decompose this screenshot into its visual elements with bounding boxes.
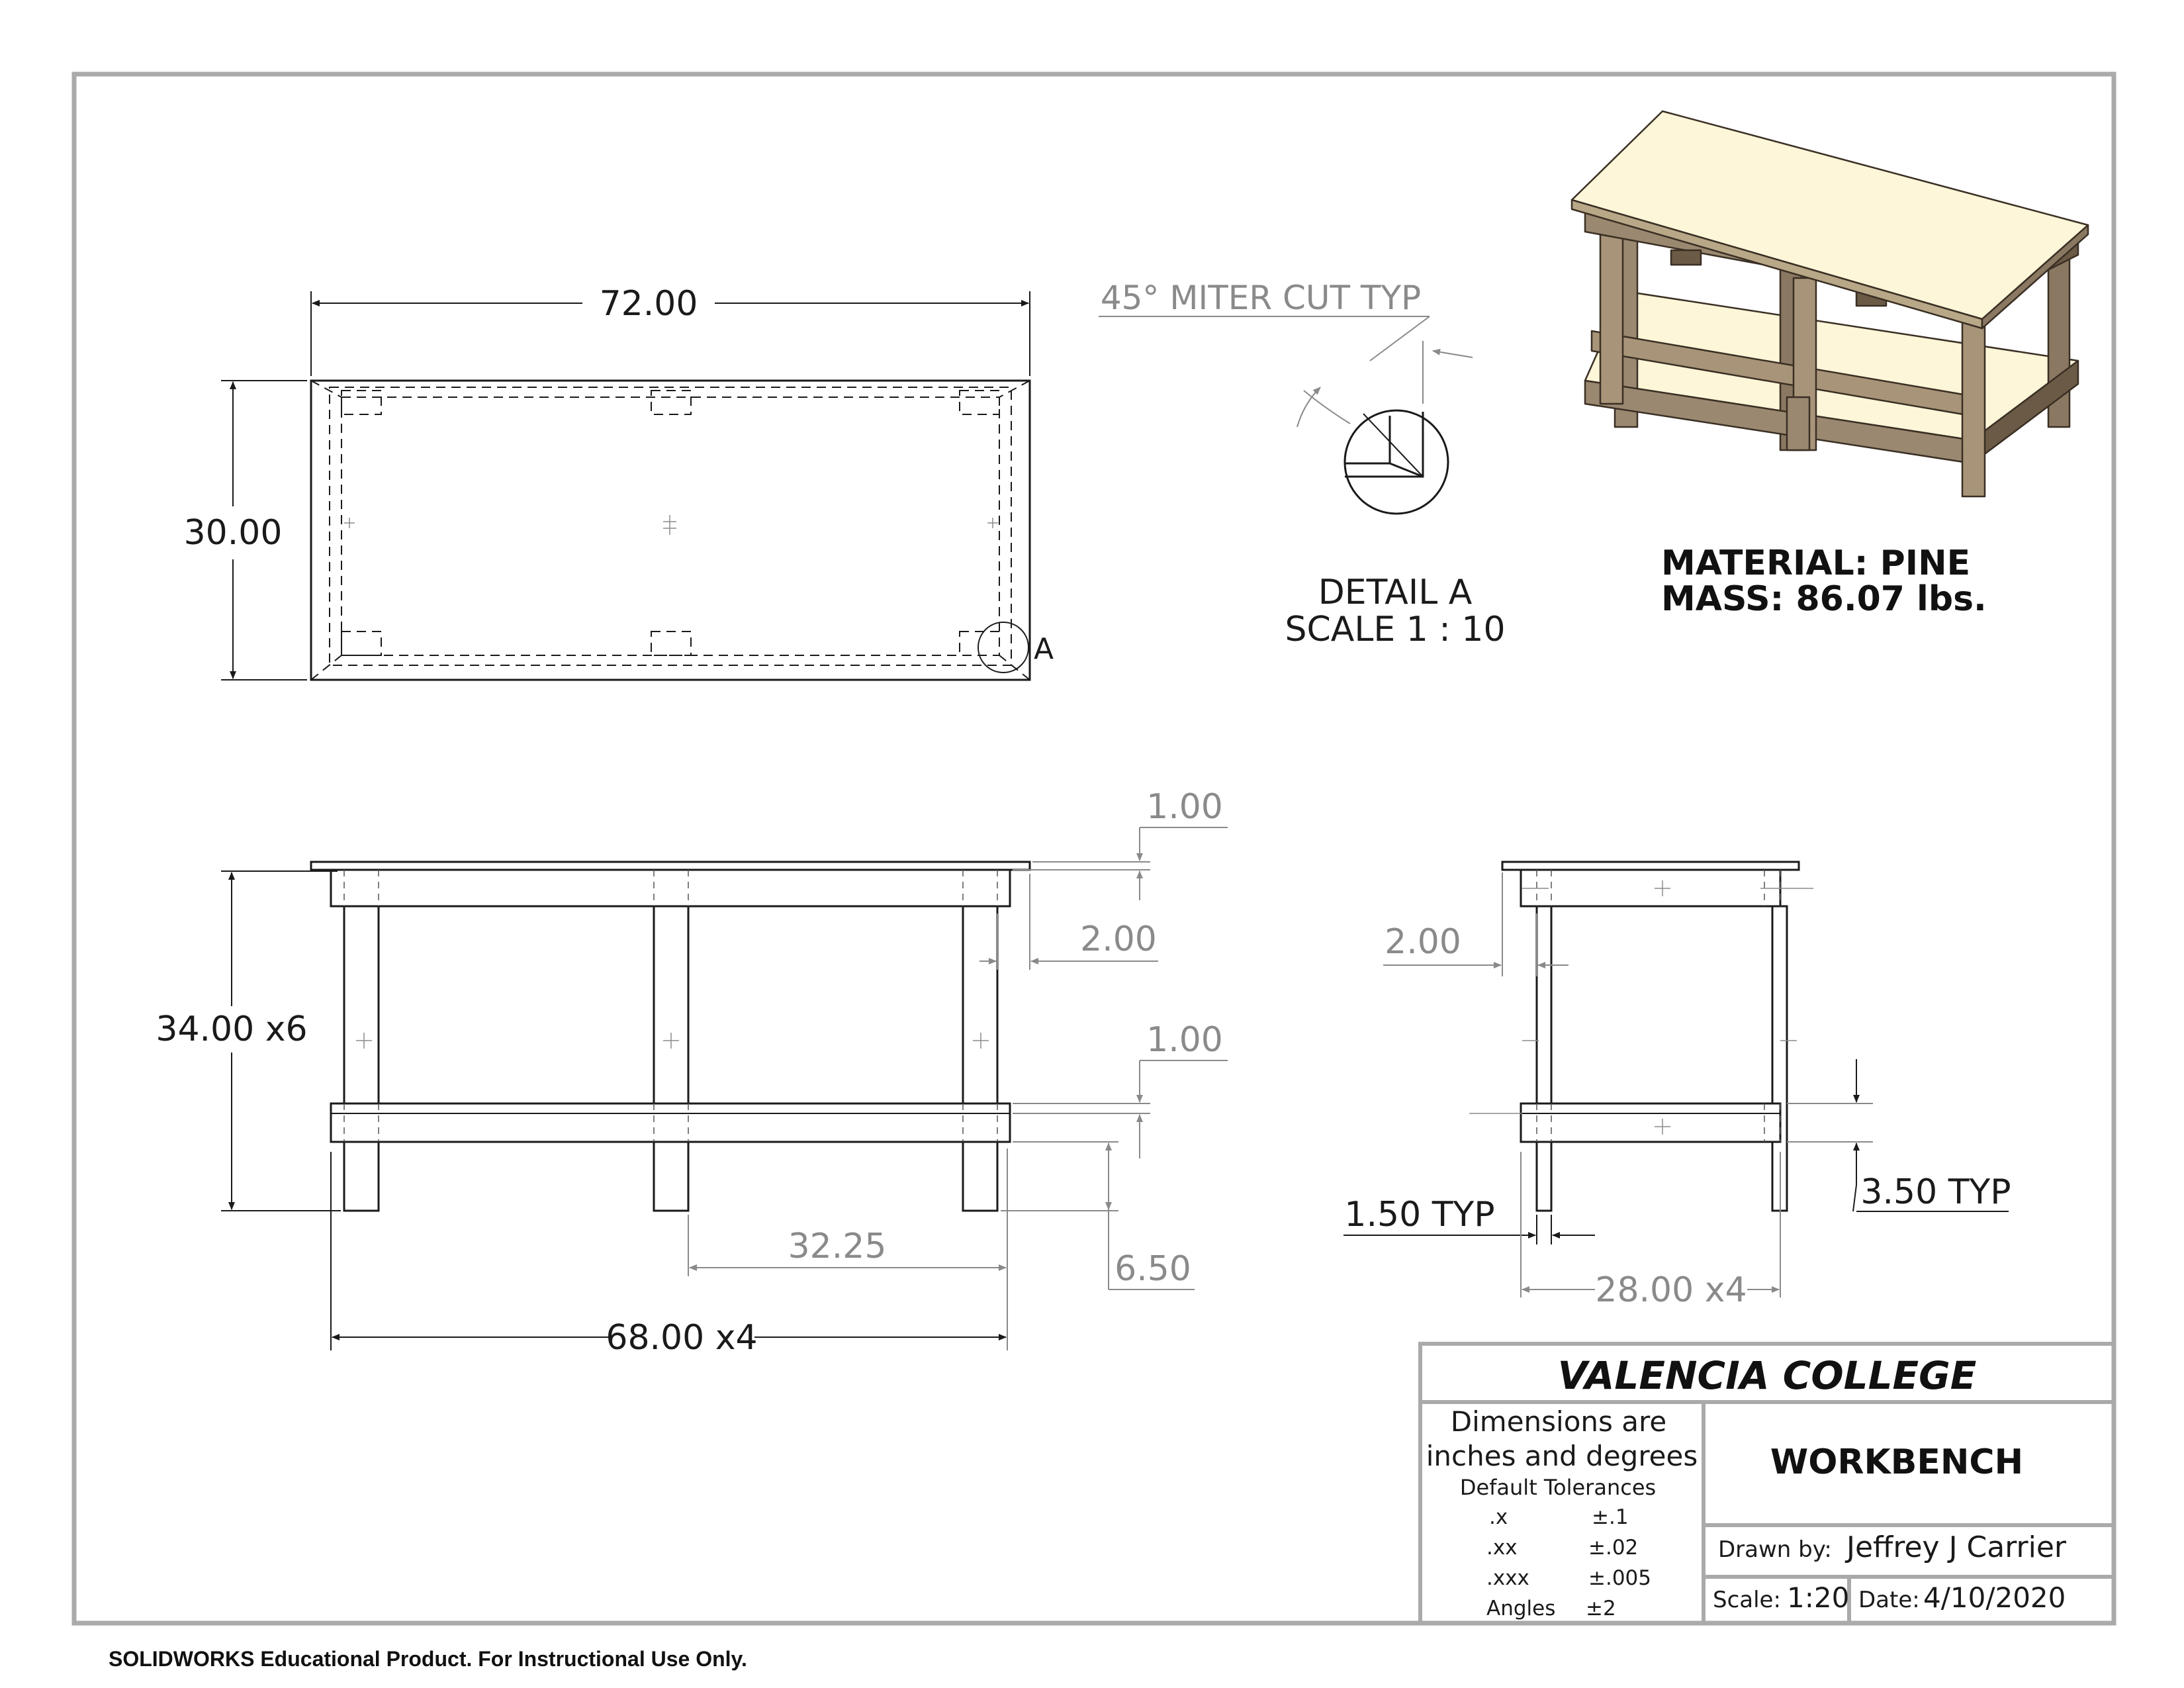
front-shelf-rail	[331, 1103, 1010, 1142]
tolerance-label: .x	[1489, 1505, 1508, 1529]
part-name: WORKBENCH	[1770, 1442, 2024, 1482]
tolerance-table	[1486, 1505, 1651, 1620]
front-leg-spacing-value: 32.25	[788, 1227, 887, 1266]
side-top-rail	[1521, 870, 1780, 906]
tolerance-value: ±2	[1586, 1597, 1616, 1620]
front-view	[311, 862, 1030, 1211]
front-leg-middle	[654, 906, 688, 1211]
drawn-by-name: Jeffrey J Carrier	[1846, 1530, 2067, 1564]
side-shelf-rail	[1521, 1103, 1780, 1142]
detail-a-view	[1099, 316, 1473, 514]
miter-cut-note: 45° MITER CUT TYP	[1100, 279, 1422, 317]
drawn-by-label: Drawn by:	[1718, 1536, 1832, 1563]
units-line-1: Dimensions are	[1450, 1405, 1667, 1438]
top-width-value: 72.00	[599, 284, 698, 324]
tolerances-title: Default Tolerances	[1459, 1475, 1657, 1500]
front-top-thickness-value: 1.00	[1146, 787, 1223, 827]
front-leg-right	[963, 906, 997, 1211]
tolerance-value: ±.02	[1588, 1536, 1639, 1560]
top-view	[311, 381, 1030, 680]
front-height-value: 34.00 x6	[156, 1009, 308, 1049]
scale-value: 1:20	[1787, 1581, 1850, 1614]
detail-a-callout-label: A	[1034, 632, 1054, 666]
isometric-workbench-view	[1572, 111, 2088, 496]
side-width-value: 28.00 x4	[1595, 1270, 1747, 1310]
mass-label: MASS: 86.07 lbs.	[1661, 579, 1987, 619]
top-view-outline	[311, 381, 1030, 680]
front-length-value: 68.00 x4	[606, 1318, 758, 1358]
side-top-board	[1502, 862, 1799, 870]
educational-footer: SOLIDWORKS Educational Product. For Instructional Use Only.	[109, 1647, 747, 1671]
front-leg-offset-value: 2.00	[1080, 919, 1157, 959]
detail-a-scale: SCALE 1 : 10	[1285, 610, 1506, 649]
material-label: MATERIAL: PINE	[1661, 543, 1971, 583]
front-top-rail	[331, 870, 1010, 906]
date-value: 4/10/2020	[1923, 1581, 2066, 1614]
tolerance-label: .xx	[1486, 1536, 1518, 1560]
tolerance-value: ±.1	[1592, 1505, 1629, 1529]
front-shelf-thickness-value: 1.00	[1146, 1020, 1223, 1060]
side-rail-height-value: 3.50 TYP	[1860, 1172, 2011, 1212]
side-leg-offset-value: 2.00	[1385, 922, 1461, 962]
front-shelf-height-value: 6.50	[1115, 1249, 1191, 1289]
scale-label: Scale:	[1713, 1587, 1781, 1613]
units-line-2: inches and degrees	[1426, 1440, 1698, 1472]
top-depth-value: 30.00	[183, 513, 283, 553]
side-leg-thickness-value: 1.50 TYP	[1344, 1195, 1495, 1235]
front-top-board	[311, 862, 1030, 870]
front-leg-left	[344, 906, 379, 1211]
tolerance-label: .xxx	[1486, 1566, 1529, 1590]
detail-a-title: DETAIL A	[1318, 573, 1473, 612]
tolerance-value: ±.005	[1588, 1566, 1651, 1590]
side-leg-left	[1537, 906, 1551, 1211]
date-label: Date:	[1858, 1587, 1920, 1613]
school-name: VALENCIA COLLEGE	[1557, 1353, 1977, 1398]
tolerance-label: Angles	[1486, 1597, 1556, 1620]
